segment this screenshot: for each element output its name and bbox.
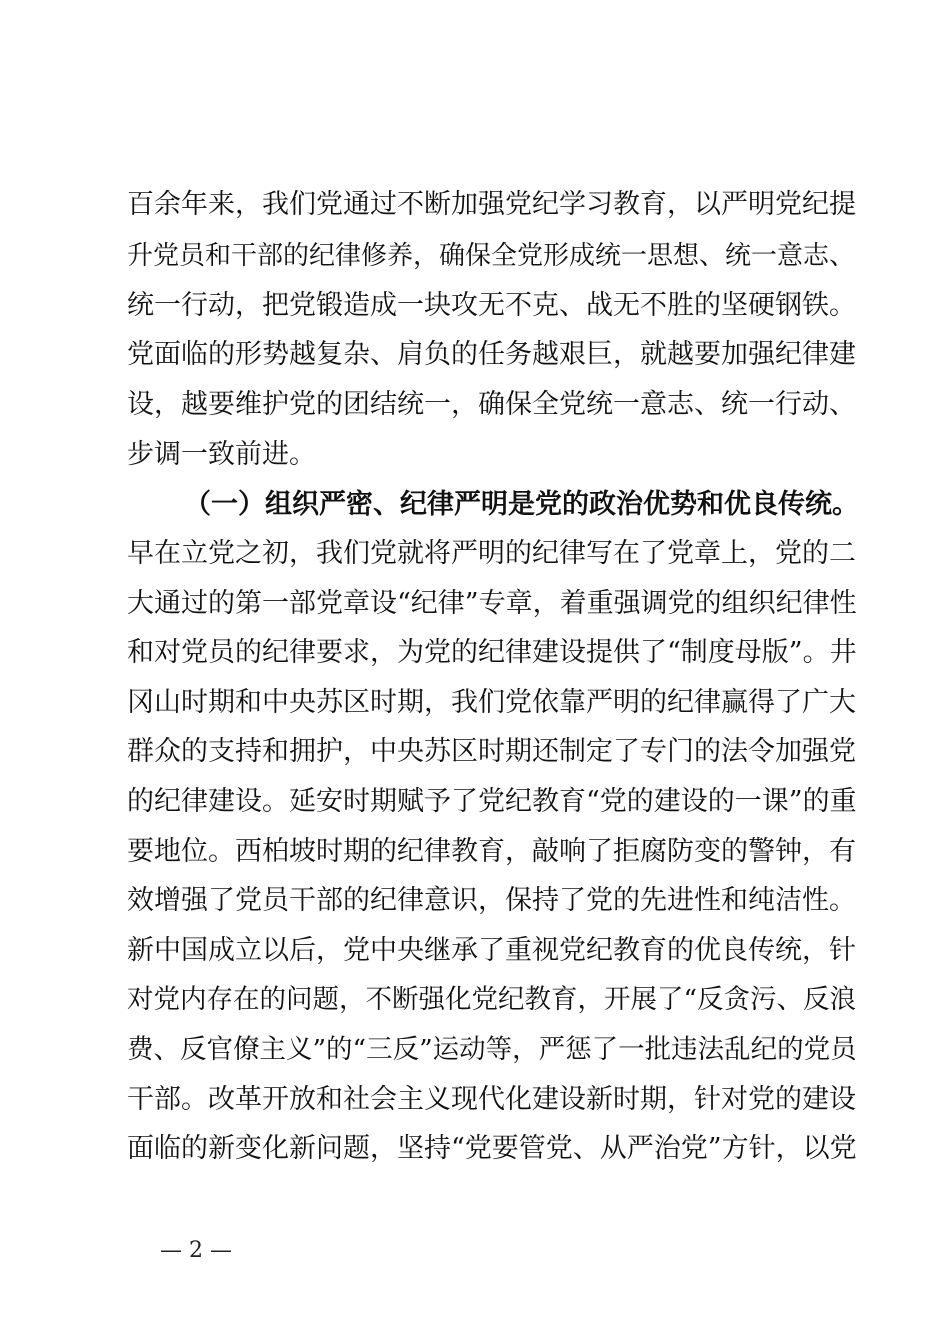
- body-text-line: 新中国成立以后，党中央继承了重视党纪教育的优良传统，针: [127, 935, 856, 966]
- body-text-line: 设，越要维护党的团结统一，确保全党统一意志、统一行动、: [127, 389, 856, 420]
- body-text-line: 升党员和干部的纪律修养，确保全党形成统一思想、统一意志、: [127, 241, 856, 271]
- section-heading: （一）组织严密、纪律严明是党的政治优势和优良传统。: [184, 489, 859, 520]
- body-text-line: 早在立党之初，我们党就将严明的纪律写在了党章上，党的二: [127, 538, 856, 569]
- body-text-line: 要地位。西柏坡时期的纪律教育，敲响了拒腐防变的警钟，有: [127, 836, 856, 867]
- body-text-line: 面临的新变化新问题，坚持“党要管党、从严治党”方针，以党: [127, 1133, 857, 1164]
- body-text-line: 对党内存在的问题，不断强化党纪教育，开展了“反贪污、反浪: [127, 984, 857, 1015]
- body-text-line: 大通过的第一部党章设“纪律”专章，着重强调党的组织纪律性: [127, 588, 857, 619]
- body-text-line: 步调一致前进。: [127, 439, 316, 470]
- body-text-line: 的纪律建设。延安时期赋予了党纪教育“党的建设的一课”的重: [127, 786, 857, 817]
- body-text-line: 效增强了党员干部的纪律意识，保持了党的先进性和纯洁性。: [127, 885, 856, 916]
- body-text-line: 党面临的形势越复杂、肩负的任务越艰巨，就越要加强纪律建: [127, 339, 856, 370]
- body-text-line: 百余年来，我们党通过不断加强党纪学习教育，以严明党纪提: [127, 189, 856, 220]
- body-text-line: 冈山时期和中央苏区时期，我们党依靠严明的纪律赢得了广大: [127, 687, 856, 718]
- body-text-line: 干部。改革开放和社会主义现代化建设新时期，针对党的建设: [127, 1084, 856, 1115]
- body-text-line: 统一行动，把党锻造成一块攻无不克、战无不胜的坚硬钢铁。: [127, 290, 856, 321]
- body-text-line: 群众的支持和拥护，中央苏区时期还制定了专门的法令加强党: [127, 736, 856, 767]
- body-text-line: 和对党员的纪律要求，为党的纪律建设提供了“制度母版”。井: [127, 637, 857, 668]
- body-text-line: 费、反官僚主义”的“三反”运动等，严惩了一批违法乱纪的党员: [127, 1034, 857, 1065]
- page-number: — 2 —: [160, 1238, 232, 1263]
